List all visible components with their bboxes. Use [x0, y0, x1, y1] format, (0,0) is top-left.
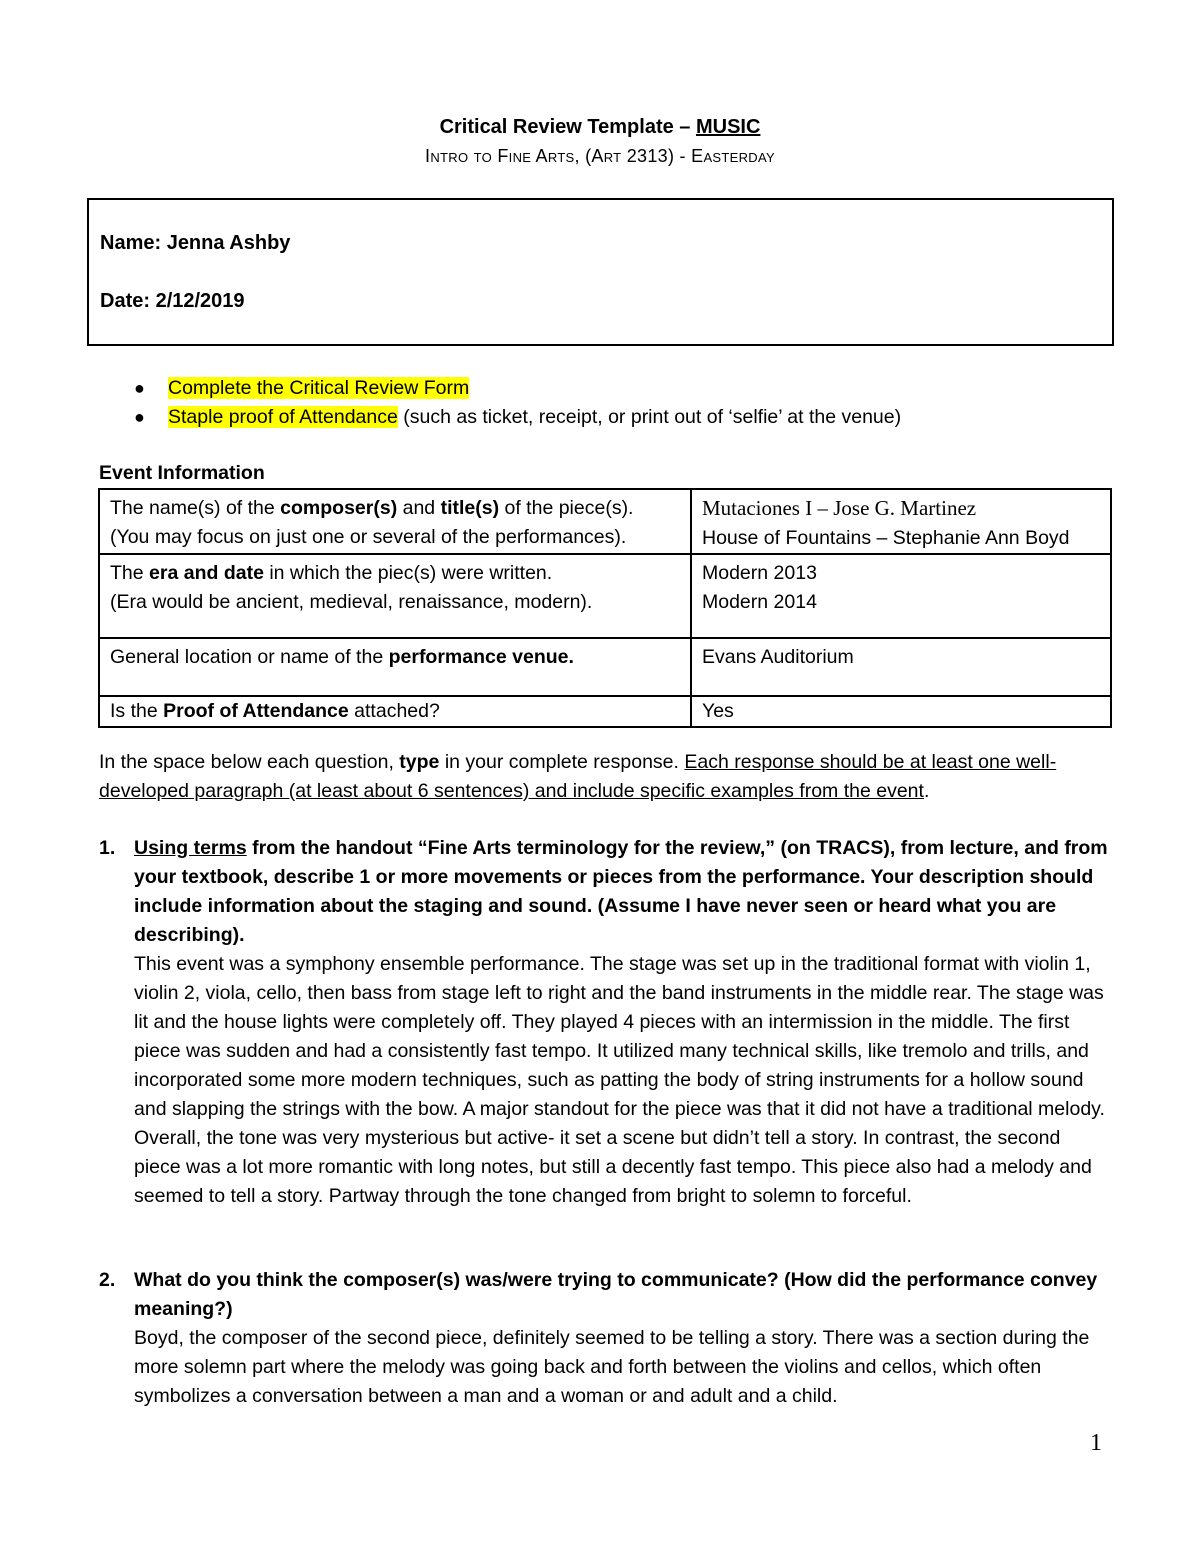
question-number: 2. [99, 1269, 116, 1291]
table-cell-label [99, 489, 691, 554]
table-cell-label [99, 554, 691, 638]
label-text: of the piece(s). [499, 497, 634, 519]
event-info-heading: Event Information [99, 462, 265, 484]
student-info-box [87, 198, 1114, 346]
event-info-table [98, 488, 1112, 728]
bullet-icon: ● [134, 407, 145, 427]
label-text: and [397, 497, 441, 519]
instruction-highlight: Staple proof of Attendance [168, 406, 398, 428]
intro-text: in your complete response. [439, 751, 685, 773]
question-body [134, 834, 1109, 1211]
question-text [134, 1266, 1109, 1324]
answer-text: This event was a symphony ensemble performance. The stage was set up in the traditional format with violin 1, violin 2, viola, cello, then bass from stage left to right and the band instruments in the middle rear. The stage was lit and the house lights were completely off. They played 4 pieces with an intermission in the middle. The first piece was sudden and had a consistently fast tempo. It utilized many technical skills, like tremolo and trills, and incorporated some more modern techniques, such as patting the body of string instruments for a hollow sound and slapping the strings with the bow. A major standout for the piece was that it did not have a traditional melody. Overall, the tone was very mysterious but active- it set a scene but didn’t tell a story. In contrast, the second piece was a lot more romantic with long notes, but still a decently fast tempo. This piece also had a melody and seemed to tell a story. Partway through the tone changed from bright to solemn to forceful. [134, 953, 1105, 1207]
page-number: 1 [1090, 1430, 1102, 1456]
question-body [134, 1266, 1109, 1411]
student-name: Name: Jenna Ashby [100, 232, 291, 254]
label-text: The [110, 562, 150, 584]
submission-date: Date: 2/12/2019 [100, 290, 245, 312]
label-text: General location or name of the [110, 646, 389, 668]
instruction-text: Complete the Critical Review Form [168, 377, 470, 399]
table-cell-value [691, 554, 1111, 638]
value-text: House of Fountains – Stephanie Ann Boyd [702, 527, 1070, 549]
label-text: (Era would be ancient, medieval, renaissance, modern). [110, 591, 593, 613]
value-text: Modern 2014 [702, 591, 817, 613]
table-row [99, 489, 1111, 554]
title-prefix: Critical Review Template – [439, 116, 696, 138]
table-row [99, 638, 1111, 696]
instruction-list [118, 374, 1118, 432]
question-text [134, 834, 1109, 950]
label-text: (You may focus on just one or several of the performances). [110, 526, 627, 548]
table-row [99, 696, 1111, 727]
label-text: attached? [348, 700, 440, 722]
document-subtitle: Intro to Fine Arts, (Art 2313) - Easterday [425, 146, 775, 166]
label-text: The name(s) of the [110, 497, 281, 519]
value-text: Modern 2013 [702, 562, 817, 584]
question-underlined: Using terms [134, 837, 247, 859]
label-bold: composer(s) [280, 497, 398, 519]
label-bold: performance venue. [388, 646, 574, 668]
question-block [99, 1266, 1109, 1411]
label-bold: era and date [149, 562, 264, 584]
table-cell-value: Evans Auditorium [691, 638, 1111, 696]
label-text: in which the piec(s) were written. [263, 562, 553, 584]
question-rest: What do you think the composer(s) was/were trying to communicate? (How did the performance convey meaning?) [134, 1269, 1098, 1320]
bullet-icon: ● [134, 378, 145, 398]
instruction-item [118, 374, 1118, 403]
label-bold: title(s) [440, 497, 500, 519]
document-title [0, 116, 1200, 139]
table-cell-label [99, 638, 691, 696]
table-row [99, 554, 1111, 638]
table-cell-label [99, 696, 691, 727]
question-block [99, 834, 1109, 1211]
intro-text: In the space below each question, [99, 751, 400, 773]
intro-underlined: Each response should be at least one well-developed paragraph (at least about 6 sentences) and include specific examples from the event [99, 751, 1057, 802]
value-text: Mutaciones I – Jose G. Martinez [702, 496, 977, 520]
instructions-paragraph [99, 748, 1109, 806]
title-subject: MUSIC [695, 116, 761, 138]
label-bold: Proof of Attendance [163, 700, 349, 722]
question-number: 1. [99, 837, 116, 859]
intro-bold: type [399, 751, 440, 773]
instruction-text: (such as ticket, receipt, or print out of ‘selfie’ at the venue) [397, 406, 902, 428]
label-text: Is the [110, 700, 164, 722]
question-rest: from the handout “Fine Arts terminology for the review,” (on TRACS), from lecture, and from your textbook, describe 1 or more movements or pieces from the performance. Your description should include information about the staging and sound. (Assume I have never seen or heard what you are describing). [134, 837, 1108, 946]
answer-text: Boyd, the composer of the second piece, definitely seemed to be telling a story. There was a section during the more solemn part where the melody was going back and forth between the violins and cellos, which often symbolizes a conversation between a man and a woman or and adult and a child. [134, 1327, 1090, 1407]
table-cell-value: Yes [691, 696, 1111, 727]
intro-text: . [923, 780, 930, 802]
instruction-item [118, 403, 1118, 432]
table-cell-value [691, 489, 1111, 554]
